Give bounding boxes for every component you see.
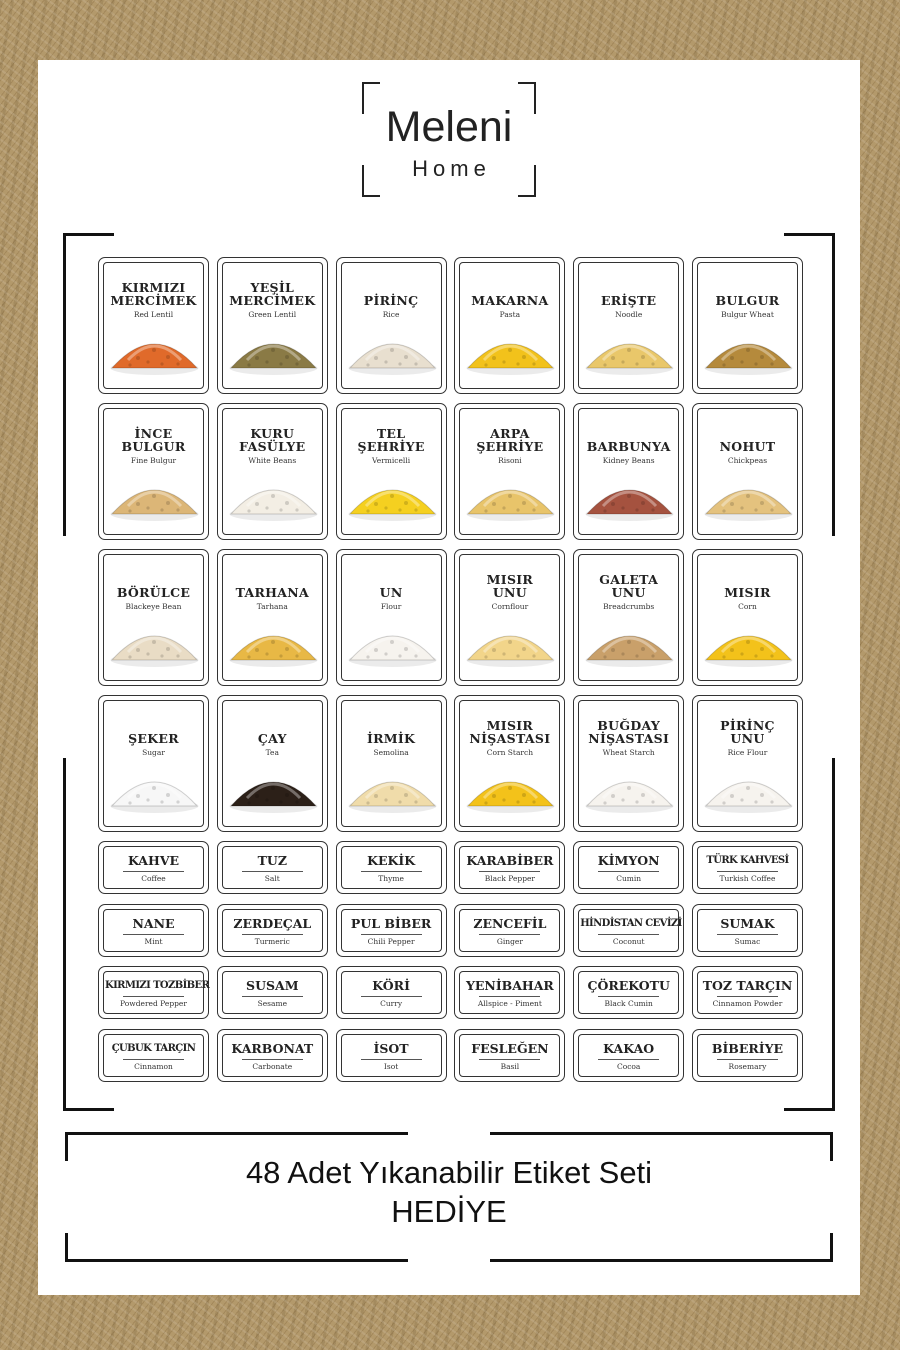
food-label xyxy=(454,257,565,394)
food-label xyxy=(692,257,803,394)
rice-image xyxy=(346,324,437,376)
label-subtitle: Cinnamon xyxy=(134,1061,173,1071)
food-label xyxy=(98,403,209,540)
food-label xyxy=(573,695,684,832)
label-title xyxy=(107,413,200,453)
label-title-line: MISIR xyxy=(724,585,771,600)
label-title-line: ŞEHRİYE xyxy=(357,439,425,454)
brand-name: Meleni xyxy=(385,103,513,151)
label-subtitle: Sugar xyxy=(142,748,165,757)
spice-label xyxy=(336,904,447,957)
label-title-line: MERCİMEK xyxy=(110,293,197,308)
label-title: ÇÖREKOTU xyxy=(587,978,670,993)
breadcrumbs-image xyxy=(583,616,674,668)
label-divider xyxy=(123,934,184,935)
labels-frame xyxy=(63,233,835,1111)
spice-label xyxy=(217,1029,328,1082)
label-divider xyxy=(717,934,778,935)
label-title xyxy=(226,413,319,453)
label-subtitle: Mint xyxy=(144,936,163,946)
label-title: İSOT xyxy=(373,1040,409,1056)
label-subtitle: Cumin xyxy=(616,874,642,883)
pasta-image xyxy=(464,324,555,376)
label-title xyxy=(463,413,556,453)
label-subtitle: Sumac xyxy=(734,936,761,946)
spice-label xyxy=(217,841,328,894)
rice-flour-image xyxy=(702,762,793,814)
label-title xyxy=(463,705,556,745)
label-subtitle: Blackeye Bean xyxy=(125,602,182,611)
label-subtitle: Noodle xyxy=(615,310,643,319)
label-subtitle: Tarhana xyxy=(256,602,288,611)
spice-label xyxy=(454,841,565,894)
label-subtitle: Cocoa xyxy=(616,1061,641,1071)
food-label xyxy=(692,403,803,540)
label-title-line: TEL xyxy=(376,426,406,441)
label-subtitle: Corn Starch xyxy=(486,748,534,757)
spice-label xyxy=(454,966,565,1019)
label-title: KEKİK xyxy=(367,853,416,868)
label-title-line: PİRİNÇ xyxy=(363,293,419,308)
label-divider xyxy=(479,996,540,997)
label-subtitle: Turkish Coffee xyxy=(719,874,776,883)
label-title-line: GALETA xyxy=(599,572,659,587)
food-label xyxy=(573,549,684,686)
label-title xyxy=(582,413,675,453)
label-subtitle: Salt xyxy=(264,874,280,883)
brand-logo xyxy=(362,82,536,197)
label-title: KARBONAT xyxy=(231,1040,314,1056)
label-subtitle: Turmeric xyxy=(254,936,290,946)
food-label xyxy=(454,549,565,686)
footer-banner xyxy=(65,1132,833,1262)
label-subtitle: Chickpeas xyxy=(727,456,768,465)
label-title-line: FASÜLYE xyxy=(239,439,306,454)
label-subtitle: Coconut xyxy=(612,936,645,946)
label-subtitle: Carbonate xyxy=(252,1061,293,1071)
label-title xyxy=(345,267,438,307)
spice-label xyxy=(573,841,684,894)
label-title xyxy=(582,705,675,745)
wheat-starch-image xyxy=(583,762,674,814)
label-divider xyxy=(242,871,303,872)
label-title: SUMAK xyxy=(720,915,775,931)
food-label xyxy=(217,695,328,832)
label-title-line: BÖRÜLCE xyxy=(116,585,191,600)
label-title-line: NİŞASTASI xyxy=(588,731,670,746)
label-title-line: ARPA xyxy=(490,426,530,441)
label-subtitle: Thyme xyxy=(378,874,404,883)
footer-subtitle: HEDİYE xyxy=(391,1194,507,1229)
label-title xyxy=(226,559,319,599)
label-subtitle: Rice Flour xyxy=(727,748,768,757)
label-title-line: UNU xyxy=(492,585,527,600)
label-divider xyxy=(598,934,659,935)
label-title: BİBERİYE xyxy=(711,1040,784,1056)
label-subtitle: Cinnamon Powder xyxy=(712,999,783,1008)
spice-label xyxy=(573,904,684,957)
semolina-image xyxy=(346,762,437,814)
label-title-line: İRMİK xyxy=(366,731,416,746)
label-title: ZERDEÇAL xyxy=(233,915,312,931)
label-title: TOZ TARÇIN xyxy=(702,978,793,993)
label-subtitle: Rice xyxy=(382,310,400,319)
food-label xyxy=(217,403,328,540)
label-title xyxy=(107,705,200,745)
food-label xyxy=(336,403,447,540)
label-title: ZENCEFİL xyxy=(473,915,547,931)
spice-label xyxy=(692,841,803,894)
label-subtitle: Wheat Starch xyxy=(602,748,655,757)
label-subtitle: White Beans xyxy=(248,456,297,465)
noodle-image xyxy=(583,324,674,376)
label-title: KARABİBER xyxy=(466,853,554,868)
label-subtitle: Breadcrumbs xyxy=(603,602,655,611)
spice-label xyxy=(217,904,328,957)
label-subtitle: Basil xyxy=(500,1061,520,1071)
food-label xyxy=(573,403,684,540)
label-divider xyxy=(717,1059,778,1060)
label-divider xyxy=(598,871,659,872)
label-subtitle: Tea xyxy=(265,748,279,757)
label-title: SUSAM xyxy=(246,978,299,993)
label-title-line: MERCİMEK xyxy=(229,293,316,308)
label-subtitle: Flour xyxy=(380,602,402,611)
label-subtitle: Green Lentil xyxy=(248,310,297,319)
label-subtitle: Chili Pepper xyxy=(367,936,415,946)
label-subtitle: Coffee xyxy=(141,874,166,883)
label-divider xyxy=(479,871,540,872)
spice-label xyxy=(98,841,209,894)
risoni-image xyxy=(464,470,555,522)
label-subtitle: Risoni xyxy=(498,456,522,465)
spice-label xyxy=(692,1029,803,1082)
product-sheet xyxy=(38,60,860,1295)
label-title xyxy=(701,559,794,599)
label-title: KAKAO xyxy=(603,1040,655,1056)
label-subtitle: Vermicelli xyxy=(372,456,411,465)
label-subtitle: Powdered Pepper xyxy=(120,999,187,1008)
spice-label xyxy=(454,904,565,957)
label-title: PUL BİBER xyxy=(350,915,432,931)
label-title-line: İNCE xyxy=(134,426,173,441)
label-divider xyxy=(479,934,540,935)
label-title-line: KIRMIZI xyxy=(121,280,186,295)
white-beans-image xyxy=(227,470,318,522)
green-lentil-image xyxy=(227,324,318,376)
label-title: YENİBAHAR xyxy=(465,978,554,993)
food-label xyxy=(573,257,684,394)
label-divider xyxy=(123,996,184,997)
label-title-line: NOHUT xyxy=(719,439,776,454)
label-title-line: UNU xyxy=(611,585,646,600)
food-label xyxy=(336,257,447,394)
label-title xyxy=(107,559,200,599)
label-subtitle: Kidney Beans xyxy=(602,456,655,465)
sugar-image xyxy=(108,762,199,814)
label-title: NANE xyxy=(132,915,175,931)
label-title xyxy=(345,559,438,599)
label-title-line: MAKARNA xyxy=(471,293,549,308)
spice-label xyxy=(336,841,447,894)
blackeye-bean-image xyxy=(108,616,199,668)
label-subtitle: Black Cumin xyxy=(604,999,653,1008)
label-divider xyxy=(123,1059,184,1060)
label-title xyxy=(701,267,794,307)
label-divider xyxy=(123,871,184,872)
label-title-line: BULGUR xyxy=(121,439,186,454)
label-title-line: NİŞASTASI xyxy=(469,731,551,746)
label-subtitle: Ginger xyxy=(496,936,523,946)
label-title xyxy=(582,559,675,599)
spice-label xyxy=(573,966,684,1019)
label-subtitle: Sesame xyxy=(257,999,288,1008)
label-title xyxy=(345,705,438,745)
label-title xyxy=(226,705,319,745)
spice-label xyxy=(98,966,209,1019)
label-subtitle: Corn xyxy=(738,602,757,611)
label-divider xyxy=(598,1059,659,1060)
spice-label xyxy=(217,966,328,1019)
label-grid xyxy=(98,257,803,1091)
label-divider xyxy=(598,996,659,997)
food-label xyxy=(98,695,209,832)
label-title xyxy=(701,705,794,745)
label-title: KAHVE xyxy=(127,853,180,868)
label-subtitle: Pasta xyxy=(499,310,521,319)
label-title xyxy=(107,267,200,307)
label-title-line: TARHANA xyxy=(235,585,310,600)
label-title-line: BULGUR xyxy=(715,293,780,308)
food-label xyxy=(98,549,209,686)
label-title-line: UNU xyxy=(730,731,765,746)
label-title: KÖRİ xyxy=(372,978,410,993)
food-label xyxy=(217,257,328,394)
label-divider xyxy=(361,934,422,935)
food-label xyxy=(692,695,803,832)
label-divider xyxy=(242,934,303,935)
label-title-line: BUĞDAY xyxy=(597,718,661,733)
label-title: HİNDİSTAN CEVİZİ xyxy=(580,917,682,929)
label-title xyxy=(345,413,438,453)
spice-label xyxy=(573,1029,684,1082)
label-title xyxy=(463,559,556,599)
label-title-line: PİRİNÇ xyxy=(720,718,775,733)
label-title xyxy=(701,413,794,453)
label-title xyxy=(226,267,319,307)
label-title-line: UN xyxy=(379,585,403,600)
kidney-beans-image xyxy=(583,470,674,522)
spice-label xyxy=(692,966,803,1019)
bulgur-image xyxy=(702,324,793,376)
label-subtitle: Red Lentil xyxy=(133,310,174,319)
label-subtitle: Isot xyxy=(383,1061,399,1071)
label-title: TÜRK KAHVESİ xyxy=(706,855,789,866)
spice-label xyxy=(454,1029,565,1082)
label-title-line: KURU xyxy=(250,426,295,441)
food-label xyxy=(692,549,803,686)
label-divider xyxy=(361,996,422,997)
label-title: KIRMIZI TOZBİBER xyxy=(105,980,210,991)
label-title-line: ŞEKER xyxy=(128,731,179,746)
footer-title: 48 Adet Yıkanabilir Etiket Seti xyxy=(245,1155,653,1190)
spice-label xyxy=(336,1029,447,1082)
label-divider xyxy=(717,871,778,872)
food-label xyxy=(336,695,447,832)
red-lentil-image xyxy=(108,324,199,376)
label-title: TUZ xyxy=(257,853,287,868)
label-divider xyxy=(361,1059,422,1060)
spice-label xyxy=(336,966,447,1019)
tea-image xyxy=(227,762,318,814)
label-title: FESLEĞEN xyxy=(471,1040,549,1056)
label-title-line: BARBUNYA xyxy=(586,439,671,454)
spice-label xyxy=(692,904,803,957)
food-label xyxy=(454,403,565,540)
spice-label xyxy=(98,1029,209,1082)
food-label xyxy=(98,257,209,394)
brand-sub: Home xyxy=(412,156,491,181)
label-title-line: ÇAY xyxy=(257,731,287,746)
label-divider xyxy=(479,1059,540,1060)
label-subtitle: Rosemary xyxy=(728,1061,767,1071)
cornflour-image xyxy=(464,616,555,668)
label-title-line: YEŞİL xyxy=(250,280,295,295)
food-label xyxy=(336,549,447,686)
label-title xyxy=(582,267,675,307)
label-title: ÇUBUK TARÇIN xyxy=(111,1042,196,1054)
food-label xyxy=(454,695,565,832)
label-title: KİMYON xyxy=(597,853,660,868)
label-title-line: ŞEHRİYE xyxy=(476,439,544,454)
flour-image xyxy=(346,616,437,668)
label-divider xyxy=(361,871,422,872)
label-divider xyxy=(242,1059,303,1060)
food-label xyxy=(217,549,328,686)
label-title-line: MISIR xyxy=(486,718,534,733)
label-subtitle: Fine Bulgur xyxy=(130,456,177,465)
corn-starch-image xyxy=(464,762,555,814)
label-subtitle: Bulgur Wheat xyxy=(721,310,774,319)
label-subtitle: Cornflour xyxy=(491,602,529,611)
tarhana-image xyxy=(227,616,318,668)
vermicelli-image xyxy=(346,470,437,522)
label-subtitle: Curry xyxy=(380,999,403,1008)
corn-image xyxy=(702,616,793,668)
label-title-line: ERİŞTE xyxy=(600,293,657,308)
label-subtitle: Black Pepper xyxy=(484,874,536,883)
label-divider xyxy=(242,996,303,997)
label-subtitle: Semolina xyxy=(373,748,409,757)
label-title-line: MISIR xyxy=(486,572,534,587)
label-subtitle: Allspice - Piment xyxy=(477,999,542,1008)
chickpeas-image xyxy=(702,470,793,522)
label-title xyxy=(463,267,556,307)
label-divider xyxy=(717,996,778,997)
fine-bulgur-image xyxy=(108,470,199,522)
spice-label xyxy=(98,904,209,957)
